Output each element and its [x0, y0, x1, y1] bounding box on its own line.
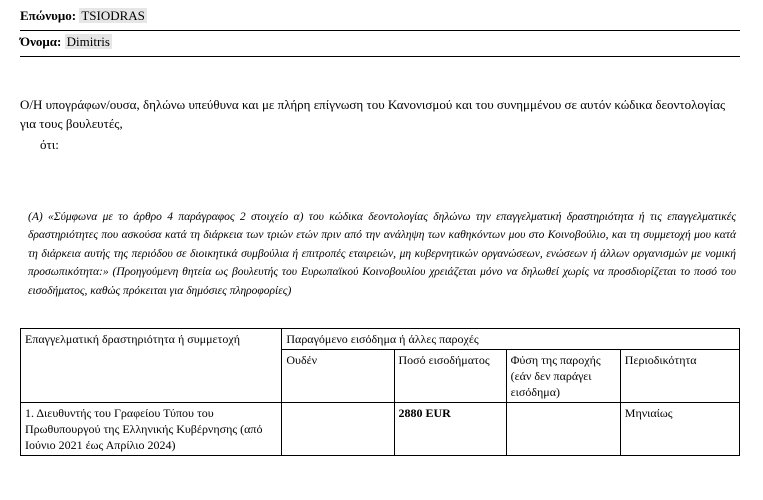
row-nature	[506, 403, 620, 456]
table-header-row	[21, 329, 740, 350]
row-none	[282, 403, 394, 456]
row-activity: 1. Διευθυντής του Γραφείου Τύπου του Πρωθυπουργού της Ελληνικής Κυβέρνησης (από Ιούνιο 2021 έως Απρίλιο 2024)	[21, 403, 282, 456]
header-activity: Επαγγελματική δραστηριότητα ή συμμετοχή	[21, 329, 282, 403]
section-a-text: (Α) «Σύμφωνα με το άρθρο 4 παράγραφος 2 στοιχείο α) του κώδικα δεοντολογίας δηλώνω την επαγγελματική δραστηριότητα ή τις επαγγελματικές δραστηριότητες που ασκούσα κατά τη διάρκεια των τριών ετών πριν από την ανάληψη των καθηκόντων μου στο Κοινοβούλιο, και τη συμμετοχή μου κατά τη διάρκεια αυτής της περιόδου σε διοικητικά συμβούλια ή επιτροπές εταιρειών, μη κυβερνητικών οργανώσεων, ενώσεων ή άλλων οργανισμών με νομική προσωπικότητα:» (Προηγούμενη θητεία ως βουλευτής του Ευρωπαϊκού Κοινοβουλίου χρειάζεται μόνο να δηλωθεί χωρίς να προσδιορίζεται το ποσό του εισοδήματος, καθώς πρόκειται για δημόσιες πληροφορίες)	[28, 211, 736, 297]
surname-value: TSIODRAS	[81, 8, 145, 23]
header-nature: Φύση της παροχής (εάν δεν παράγει εισόδημα)	[506, 350, 620, 403]
name-value: Dimitris	[66, 34, 110, 49]
activity-table	[20, 328, 740, 456]
surname-label: Επώνυμο:	[20, 8, 77, 23]
surname-field	[20, 8, 740, 31]
oti-text: ότι:	[40, 137, 59, 152]
header-amount: Ποσό εισοδήματος	[394, 350, 506, 403]
row-amount: 2880 EUR	[394, 403, 506, 456]
header-none: Ουδέν	[282, 350, 394, 403]
header-periodicity: Περιοδικότητα	[620, 350, 739, 403]
table-row	[21, 403, 740, 456]
declaration-text: Ο/Η υπογράφων/ουσα, δηλώνω υπεύθυνα και με πλήρη επίγνωση του Κανονισμού και του συνημμένου σε αυτόν κώδικα δεοντολογίας για τους βουλευτές,	[20, 97, 726, 131]
header-income: Παραγόμενο εισόδημα ή άλλες παροχές	[282, 329, 740, 350]
name-field	[20, 34, 740, 57]
row-periodicity: Μηνιαίως	[620, 403, 739, 456]
name-label: Όνομα:	[20, 34, 62, 49]
